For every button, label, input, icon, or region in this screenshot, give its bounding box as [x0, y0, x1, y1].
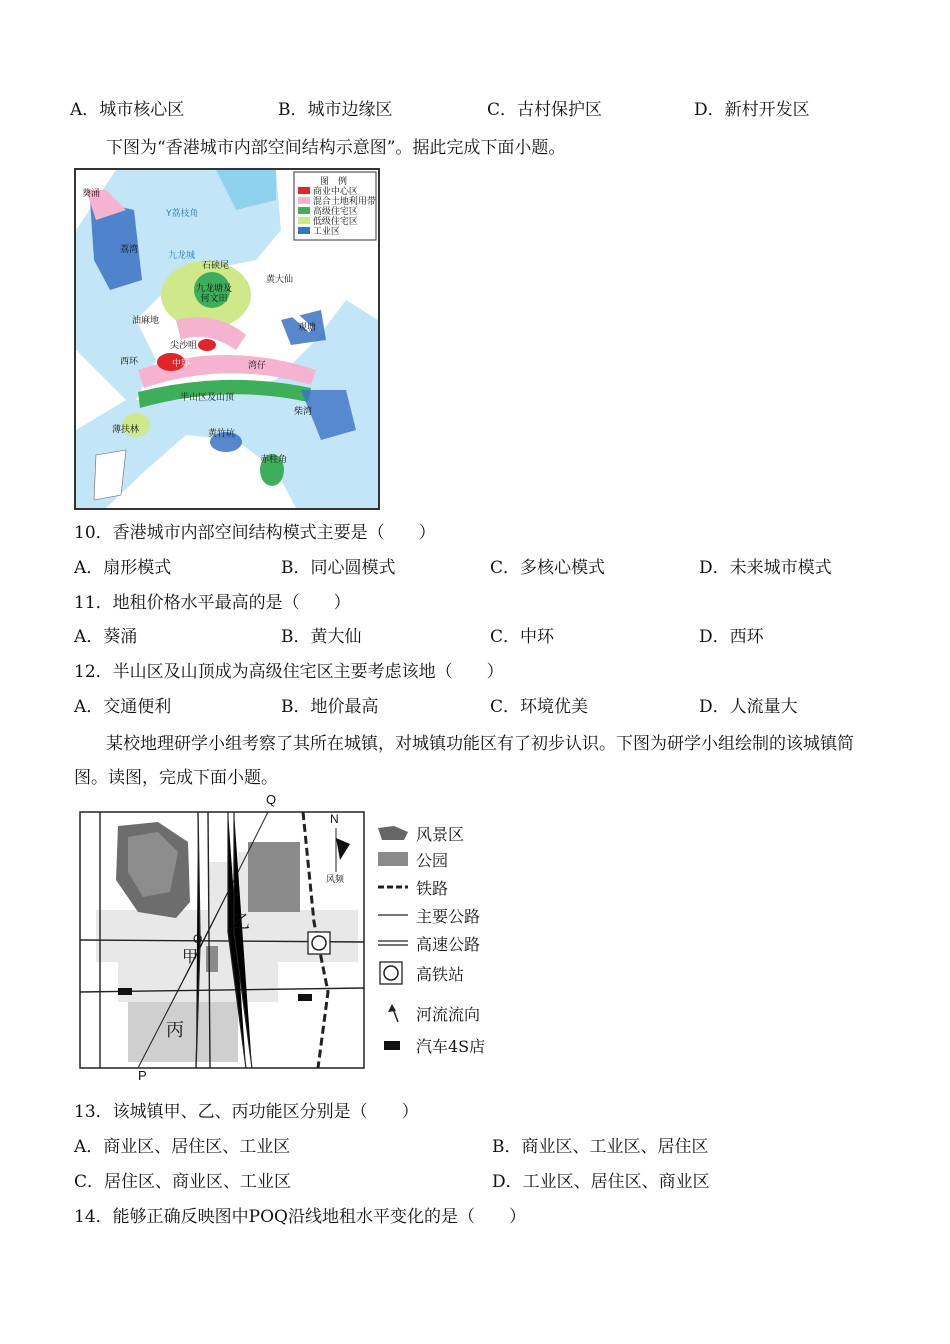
q14-stem: 14．能够正确反映图中POQ沿线地租水平变化的是（ ） [74, 1207, 526, 1227]
q9-option-d: D．新村开发区 [694, 100, 810, 120]
q12-option-b: B．地价最高 [281, 697, 379, 717]
place-tsim-sha-tsui: 尖沙咀 [170, 341, 198, 351]
q11-stem: 11．地租价格水平最高的是（ ） [74, 593, 351, 613]
hongkong-map [74, 168, 380, 510]
place-wong-chuk-hang: 黄竹坑 [208, 429, 236, 439]
legend-cbd: 商业中心区 [312, 187, 358, 197]
north-label: N [330, 812, 339, 826]
q10-stem: 10．香港城市内部空间结构模式主要是（ ） [74, 523, 436, 543]
place-western: 西环 [120, 357, 139, 367]
legend-industrial: 工业区 [312, 227, 340, 237]
place-wan-chai: 湾仔 [248, 361, 267, 371]
place-stanley: 赤柱角 [260, 455, 288, 465]
q13-option-c: C．居住区、商业区、工业区 [74, 1172, 292, 1192]
label-kowloon-city: 九龙城 [168, 251, 196, 261]
label-lai-chi-kok: Y荔枝角 [166, 209, 199, 219]
intro-map2-line2: 图。读图，完成下面小题。 [74, 768, 278, 788]
place-chai-wan: 柴湾 [294, 407, 313, 417]
intro-map1: 下图为“香港城市内部空间结构示意图”。据此完成下面小题。 [106, 138, 566, 158]
q12-option-d: D．人流量大 [699, 697, 798, 717]
map1-legend [298, 187, 376, 237]
map1-legend-title: 图 例 [320, 177, 348, 187]
place-wong-tai-sin: 黄大仙 [266, 275, 294, 285]
q11-option-b: B．黄大仙 [281, 627, 362, 647]
legend-low-residential: 低级住宅区 [312, 217, 358, 227]
q10-option-c: C．多核心模式 [490, 558, 606, 578]
q11-option-d: D．西环 [699, 627, 764, 647]
q10-option-a: A．扇形模式 [74, 558, 172, 578]
zone-yi: 乙 [232, 912, 250, 933]
q9-option-b: B．城市边缘区 [278, 100, 393, 120]
wind-frequency-label: 风频 [326, 875, 345, 885]
place-shek-kip-mei: 石硖尾 [202, 261, 230, 271]
q11-option-c: C．中环 [490, 627, 555, 647]
place-yau-ma-tei: 油麻地 [132, 316, 160, 326]
point-o: O [193, 932, 203, 946]
q12-option-a: A．交通便利 [74, 697, 172, 717]
q13-stem: 13．该城镇甲、乙、丙功能区分别是（ ） [74, 1102, 419, 1122]
q12-stem: 12．半山区及山顶成为高级住宅区主要考虑该地（ ） [74, 662, 504, 682]
place-mid-levels: 半山区及山顶 [180, 393, 235, 403]
q10-option-d: D．未来城市模式 [699, 558, 832, 578]
q10-option-b: B．同心圆模式 [281, 558, 396, 578]
q12-option-c: C．环境优美 [490, 697, 589, 717]
point-q: Q [266, 792, 277, 807]
q13-option-a: A．商业区、居住区、工业区 [74, 1137, 291, 1157]
zone-bing: 丙 [166, 1020, 184, 1041]
intro-map2-line1: 某校地理研学小组考察了其所在城镇，对城镇功能区有了初步认识。下图为研学小组绘制的该城镇简 [106, 734, 854, 754]
q9-option-c: C．古村保护区 [487, 100, 603, 120]
zone-jia: 甲 [182, 947, 199, 966]
q13-option-b: B．商业区、工业区、居住区 [492, 1137, 709, 1157]
place-pok-fu-lam: 薄扶林 [112, 425, 140, 435]
q13-option-d: D．工业区、居住区、商业区 [492, 1172, 710, 1192]
q9-option-a: A．城市核心区 [70, 100, 185, 120]
place-kwai-chung: 葵涌 [82, 189, 101, 199]
legend-high-residential: 高级住宅区 [312, 207, 358, 217]
place-lai-wan: 荔湾 [120, 245, 139, 255]
q11-option-a: A．葵涌 [74, 627, 138, 647]
place-kwun-tong: 观塘 [298, 323, 317, 333]
place-kowloon-tong: 九龙塘及何文田 [195, 284, 232, 304]
legend-mixed: 混合土地利用带 [312, 197, 376, 207]
point-p: P [138, 1068, 147, 1083]
place-central: 中环 [172, 359, 191, 369]
